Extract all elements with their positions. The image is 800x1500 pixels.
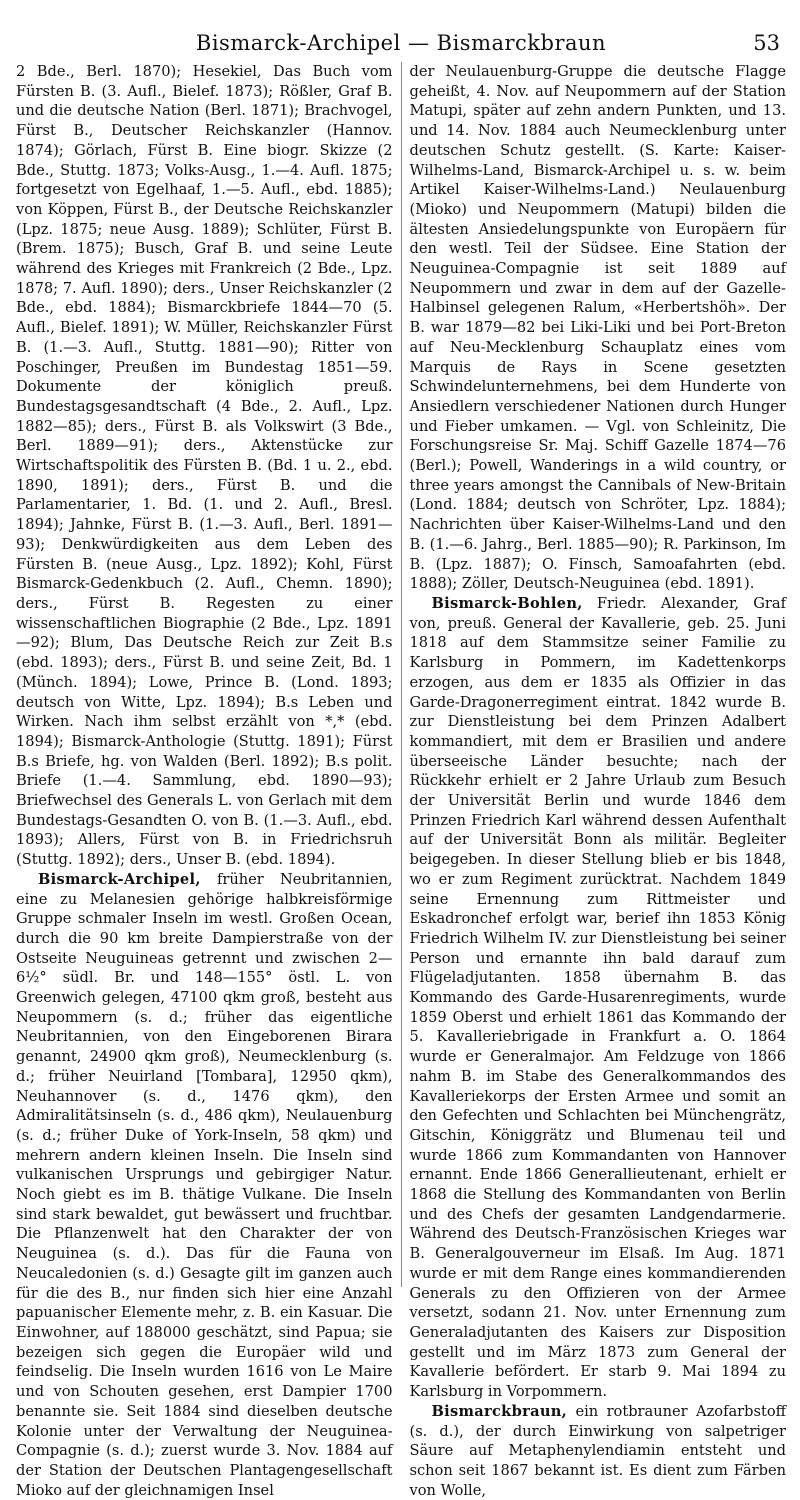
running-title: Bismarck-Archipel — Bismarckbraun bbox=[195, 31, 607, 55]
bibliography-paragraph: 2 Bde., Berl. 1870); Hesekiel, Das Buch vom Fürsten B. (3. Aufl., Bielef. 1873); Rößler, Graf B. und die deutsche Nation (Berl. 1871); Brachvogel, Fürst B., Deutscher Reichskanzler (Hannov. 1874); Görlach, Fürst B. Eine biogr. Skizze (2 Bde., Stuttg. 1873; Volks-Ausg., 1.—4. Aufl. 1875; fortgesetzt von Egelhaaf, 1.—5. Aufl., ebd. 1885); von Köppen, Fürst B., der Deutsche Reichskanzler (Lpz. 1875; neue Ausg. 1889); Schlüter, Fürst B. (Brem. 1875); Busch, Graf B. und seine Leute während des Krieges mit Frankreich (2 Bde., Lpz. 1878; 7. Aufl. 1890); ders., Unser Reichskanzler (2 Bde., ebd. 1884); Bismarckbriefe 1844—70 (5. Aufl., Bielef. 1891); W. Müller, Reichskanzler Fürst B. (1.—3. Aufl., Stuttg. 1881—90); Ritter von Poschinger, Preußen im Bundestag 1851—59. Dokumente der königlich preuß. Bundestagsgesandtschaft (4 Bde., 2. Aufl., Lpz. 1882—85); ders., Fürst B. als Volkswirt (3 Bde., Berl. 1889—91); ders., Aktenstücke zur Wirtschaftspolitik des Fürsten B. (Bd. 1 u. 2., ebd. 1890, 1891); ders., Fürst B. und die Parlamentarier, 1. Bd. (1. und 2. Aufl., Bresl. 1894); Jahnke, Fürst B. (1.—3. Aufl., Berl. 1891—93); Denkwürdigkeiten aus dem Leben des Fürsten B. (neue Ausg., Lpz. 1892); Kohl, Fürst Bismarck-Gedenkbuch (2. Aufl., Chemn. 1890); ders., Fürst B. Regesten zu einer wissenschaftlichen Biographie (2 Bde., Lpz. 1891—92); Blum, Das Deutsche Reich zur Zeit B.s (ebd. 1893); ders., Fürst B. und seine Zeit, Bd. 1 (Münch. 1894); Lowe, Prince B. (Lond. 1893; deutsch von Witte, Lpz. 1894); B.s Leben und Wirken. Nach ihm selbst erzählt von *,* (ebd. 1894); Bismarck-Anthologie (Stuttg. 1891); Fürst B.s Briefe, hg. von Walden (Berl. 1892); B.s polit. Briefe (1.—4. Sammlung, ebd. 1890—93); Briefwechsel des Generals L. von Gerlach mit dem Bundestags-Gesandten O. von B. (1.—3. Aufl., ebd. 1893); Allers, Fürst von B. in Friedrichsruh (Stuttg. 1892); ders., Unser B. (ebd. 1894). bbox=[16, 63, 393, 869]
entry-headword: Bismarck-Bohlen, bbox=[431, 594, 583, 612]
left-column bbox=[16, 62, 401, 1499]
text-columns bbox=[16, 62, 786, 1499]
continuation-paragraph: der Neulauenburg-Gruppe die deutsche Flagge geheißt, 4. Nov. auf Neupommern auf der Station Matupi, später auf zehn andern Punkten, und 13. und 14. Nov. 1884 auch Neumecklenburg unter deutschen Schutz gestellt. (S. Karte: Kaiser-Wilhelms-Land, Bismarck-Archipel u. s. w. beim Artikel Kaiser-Wilhelms-Land.) Neulauenburg (Mioko) und Neupommern (Matupi) bilden die ältesten Ansiedelungspunkte von Europäern für den westl. Teil der Südsee. Eine Station der Neuguinea-Compagnie ist seit 1889 auf Neupommern und zwar in dem auf der Gazelle-Halbinsel gelegenen Ralum, «Herbertshöh». Der B. war 1879—82 bei Liki-Liki und bei Port-Breton auf Neu-Mecklenburg Schauplatz eines vom Marquis de Rays in Scene gesetzten Schwindelunternehmens, bei dem Hunderte von Ansiedlern verschiedener Nationen durch Hunger und Fieber umkamen. — Vgl. von Schleinitz, Die Forschungsreise Sr. Maj. Schiff Gazelle 1874—76 (Berl.); Powell, Wanderings in a wild country, or three years amongst the Cannibals of New-Britain (Lond. 1884; deutsch von Schröter, Lpz. 1884); Nachrichten über Kaiser-Wilhelms-Land und den B. (1.—6. Jahrg., Berl. 1885—90); R. Parkinson, Im B. (Lpz. 1887); O. Finsch, Samoafahrten (ebd. 1888); Zöller, Deutsch-Neuguinea (ebd. 1891). bbox=[409, 63, 786, 593]
entry-bismarckbraun bbox=[410, 1402, 787, 1500]
entry-bismarck-archipel bbox=[16, 870, 393, 1500]
entry-body: früher Neubritannien, eine zu Melanesien gehörige halbkreisförmige Gruppe schmaler Inseln im westl. Großen Ocean, durch die 90 km breite Dampierstraße von der Ostseite Neuguineas getrennt und zwischen 2—6½° südl. Br. und 148—155° östl. L. von Greenwich gelegen, 47100 qkm groß, besteht aus Neupommern (s. d.; früher das eigentliche Neubritannien, von den Eingeborenen Birara genannt, 24900 qkm groß), Neumecklenburg (s. d.; früher Neuirland [Tombara], 12950 qkm), Neuhannover (s. d., 1476 qkm), den Admiralitätsinseln (s. d., 486 qkm), Neulauenburg (s. d.; früher Duke of York-Inseln, 58 qkm) und mehrern andern kleinen Inseln. Die Inseln sind vulkanischen Ursprungs und gebirgiger Natur. Noch giebt es im B. thätige Vulkane. Die Inseln sind stark bewaldet, gut bewässert und fruchtbar. Die Pflanzenwelt hat den Charakter der von Neuguinea (s. d.). Das für die Fauna von Neucaledonien (s. d.) Gesagte gilt im ganzen auch für die des B., nur finden sich hier eine Anzahl papuanischer Elemente mehr, z. B. ein Kasuar. Die Einwohner, auf 188000 geschätzt, sind Papua; sie bezeigen sich gegen die Europäer wild und feindselig. Die Inseln wurden 1616 von Le Maire und von Schouten gesehen, erst Dampier 1700 benannte sie. Seit 1884 sind dieselben deutsche Kolonie unter der Verwaltung der Neuguinea-Compagnie (s. d.); zuerst wurde 3. Nov. 1884 auf der Station der Deutschen Plantagengesellschaft Mioko auf der gleichnamigen Insel bbox=[16, 870, 393, 1499]
page-header bbox=[16, 28, 786, 62]
entry-headword: Bismarckbraun, bbox=[431, 1402, 568, 1420]
page-number: 53 bbox=[753, 31, 780, 55]
entry-body: ein rotbrauner Azofarbstoff (s. d.), der durch Einwirkung von salpetriger Säure auf Metaphenylendiamin entsteht und schon seit 1867 bekannt ist. Es dient zum Färben von Wolle, bbox=[409, 1402, 786, 1499]
right-column bbox=[401, 62, 787, 1499]
entry-bismarck-bohlen bbox=[410, 594, 787, 1402]
entry-body: Friedr. Alexander, Graf von, preuß. General der Kavallerie, geb. 25. Juni 1818 auf dem Stammsitze seiner Familie zu Karlsburg in Pommern, im Kadettenkorps erzogen, aus dem er 1835 als Offizier in das Garde-Dragonerregiment eintrat. 1842 wurde B. zur Dienstleistung bei dem Prinzen Adalbert kommandiert, mit dem er Brasilien und andere überseeische Länder besuchte; nach der Rückkehr erhielt er 2 Jahre Urlaub zum Besuch der Universität Berlin und wurde 1846 dem Prinzen Friedrich Karl während dessen Aufenthalt auf der Universität Bonn als militär. Begleiter beigegeben. In dieser Stellung blieb er bis 1848, wo er zum Regiment zurücktrat. Nachdem 1849 seine Ernennung zum Rittmeister und Eskadronchef erfolgt war, berief ihn 1853 König Friedrich Wilhelm IV. zur Dienstleistung bei seiner Person und ernannte ihn bald darauf zum Flügeladjutanten. 1858 übernahm B. das Kommando des Garde-Husarenregiments, wurde 1859 Oberst und erhielt 1861 das Kommando der 5. Kavalleriebrigade in Frankfurt a. O. 1864 wurde er Generalmajor. Am Feldzuge von 1866 nahm B. im Stabe des Generalkommandos des Kavalleriekorps der Ersten Armee und somit an den Gefechten und Schlachten bei Münchengrätz, Gitschin, Königgrätz und Blumenau teil und wurde 1866 zum Kommandanten von Hannover ernannt. Ende 1866 Generallieutenant, erhielt er 1868 die Stellung des Kommandanten von Berlin und des Chefs der gesamten Landgendarmerie. Während des Deutsch-Französischen Krieges war B. Generalgouverneur im Elsaß. Im Aug. 1871 wurde er mit dem Range eines kommandierenden Generals zu den Offizieren von der Armee versetzt, sodann 21. Nov. unter Ernennung zum Generaladjutanten des Kaisers zur Disposition gestellt und im März 1873 zum General der Kavallerie befördert. Er starb 9. Mai 1894 zu Karlsburg in Vorpommern. bbox=[409, 594, 786, 1401]
entry-headword: Bismarck-Archipel, bbox=[38, 870, 201, 888]
